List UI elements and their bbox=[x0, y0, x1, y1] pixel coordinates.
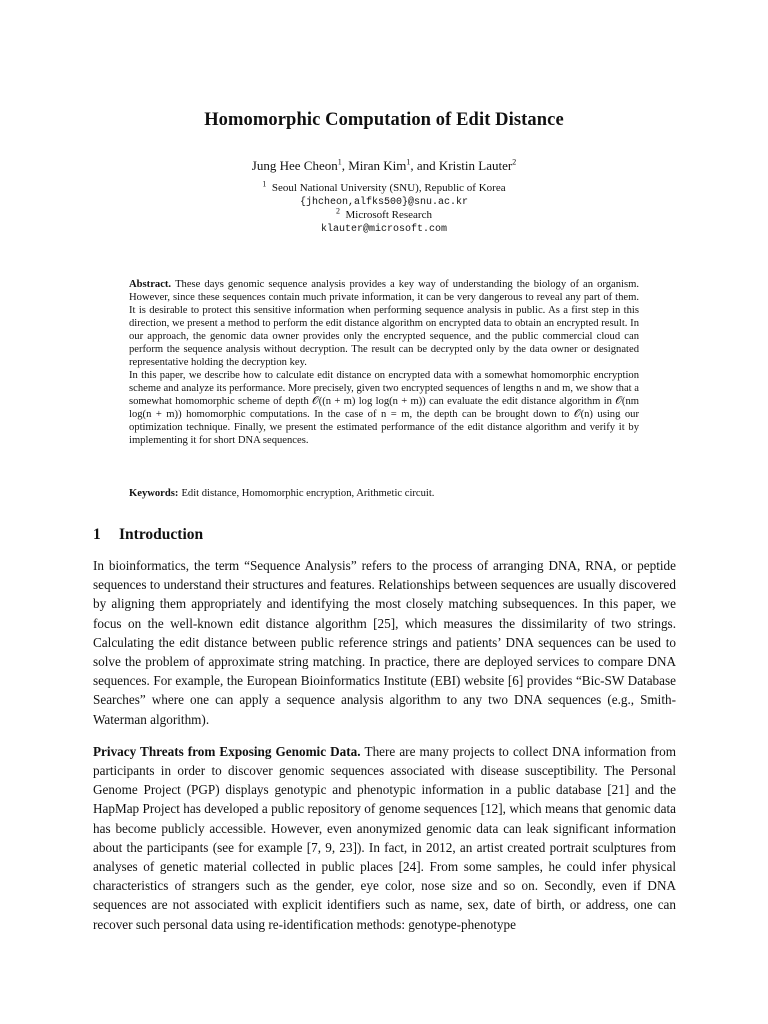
affil-mark: 1 bbox=[262, 179, 267, 189]
affil-mark: 2 bbox=[336, 206, 341, 216]
abstract-text: These days genomic sequence analysis provides a key way of understanding the biology of an organism. However, since these sequences contain much private information, it can be very dangerous to reveal any part of them. It is desirable to protect this sensitive information when performing sequence analysis in public. As a first step in this direction, we present a method to perform the edit distance algorithm on encrypted data to obtain an encrypted result. In our approach, the genomic data owner provides only the encrypted sequence, and the public commercial cloud can perform the sequence analysis without decryption. The result can be decrypted only by the data owner or designated representative holding the decryption key. bbox=[129, 279, 639, 368]
section-number: 1 bbox=[93, 526, 101, 543]
paper-title: Homomorphic Computation of Edit Distance bbox=[204, 110, 564, 130]
author-name: Kristin Lauter bbox=[438, 158, 513, 173]
section-body bbox=[93, 556, 676, 934]
affiliation bbox=[0, 179, 768, 196]
keywords-text: Edit distance, Homomorphic encryption, Arithmetic circuit. bbox=[181, 488, 435, 499]
affil-name: Microsoft Research bbox=[345, 209, 432, 222]
author-separator: , and bbox=[410, 158, 439, 173]
affil-name: Seoul National University (SNU), Republic of Korea bbox=[271, 182, 506, 194]
abstract bbox=[129, 278, 639, 447]
abstract-label: Abstract. bbox=[129, 279, 172, 290]
abstract-paragraph bbox=[129, 278, 639, 369]
affil-email: {jhcheon,alfks500}@snu.ac.kr bbox=[299, 196, 469, 208]
affil-email: klauter@microsoft.com bbox=[320, 223, 448, 235]
author-name: Jung Hee Cheon bbox=[251, 158, 338, 173]
body-paragraph bbox=[93, 742, 676, 934]
author-affil-mark: 1 bbox=[406, 157, 411, 167]
abstract-paragraph: In this paper, we describe how to calculate edit distance on encrypted data with a somewhat homomorphic encryption scheme and analyze its performance. More precisely, given two encrypted sequences of lengths n and m, we show that a somewhat homomorphic scheme of depth 𝒪((n + m) log log(n + m)) can evaluate the edit distance algorithm in 𝒪(nm log(n + m)) homomorphic computations. In the case of n = m, the depth can be brought down to 𝒪(n) using our optimization technique. Finally, we present the estimated performance of the edit distance algorithm and verify it by implementing it for short DNA sequences. bbox=[129, 370, 639, 446]
keywords bbox=[129, 487, 639, 500]
author-affil-mark: 2 bbox=[512, 157, 517, 167]
body-paragraph: In bioinformatics, the term “Sequence Analysis” refers to the process of arranging DNA, RNA, or peptide sequences to understand their structures and features. Relationships between sequences are usually discovered by aligning them appropriately and identifying the most closely matching subsequences. In this paper, we focus on the well-known edit distance algorithm [25], which measures the dissimilarity of two strings. Calculating the edit distance between public reference strings and patients’ DNA sequences can be used to solve the problem of approximate string matching. In practice, there are deployed services to compare DNA sequences. For example, the European Bioinformatics Institute (EBI) website [6] provides “Bic-SW Database Searches” where one can apply a sequence analysis algorithm to any two DNA sequences (e.g., Smith-Waterman algorithm). bbox=[93, 558, 676, 727]
author-separator: , bbox=[341, 158, 349, 173]
section-title: Introduction bbox=[119, 526, 204, 543]
paragraph-heading: Privacy Threats from Exposing Genomic Data. bbox=[93, 743, 361, 759]
author-list bbox=[0, 158, 768, 174]
section-heading bbox=[93, 526, 203, 544]
keywords-label: Keywords: bbox=[129, 488, 179, 499]
paragraph-text: There are many projects to collect DNA information from participants in order to discover genomic sequences associated with disease susceptibility. The Personal Genome Project (PGP) displays genotypic and phenotypic information in a public database [21] and the HapMap Project has developed a public repository of genome sequences [12], which means that genomic data has become publicly accessible. However, even anonymized genomic data can leak significant information about the participants (see for example [7, 9, 23]). In fact, in 2012, an artist created portrait sculptures from analyses of genetic material collected in public places [24]. From some samples, he could infer physical characteristics of strangers such as the gender, eye color, nose size and so on. Secondly, even if DNA sequences are not associated with explicit identifiers such as name, sex, date of birth, or address, one can recover such personal data using re-identification methods: genotype-phenotype bbox=[93, 743, 676, 932]
affiliation bbox=[0, 206, 768, 223]
author-name: Miran Kim bbox=[348, 158, 407, 173]
author-affil-mark: 1 bbox=[337, 157, 342, 167]
affiliations bbox=[0, 179, 768, 236]
